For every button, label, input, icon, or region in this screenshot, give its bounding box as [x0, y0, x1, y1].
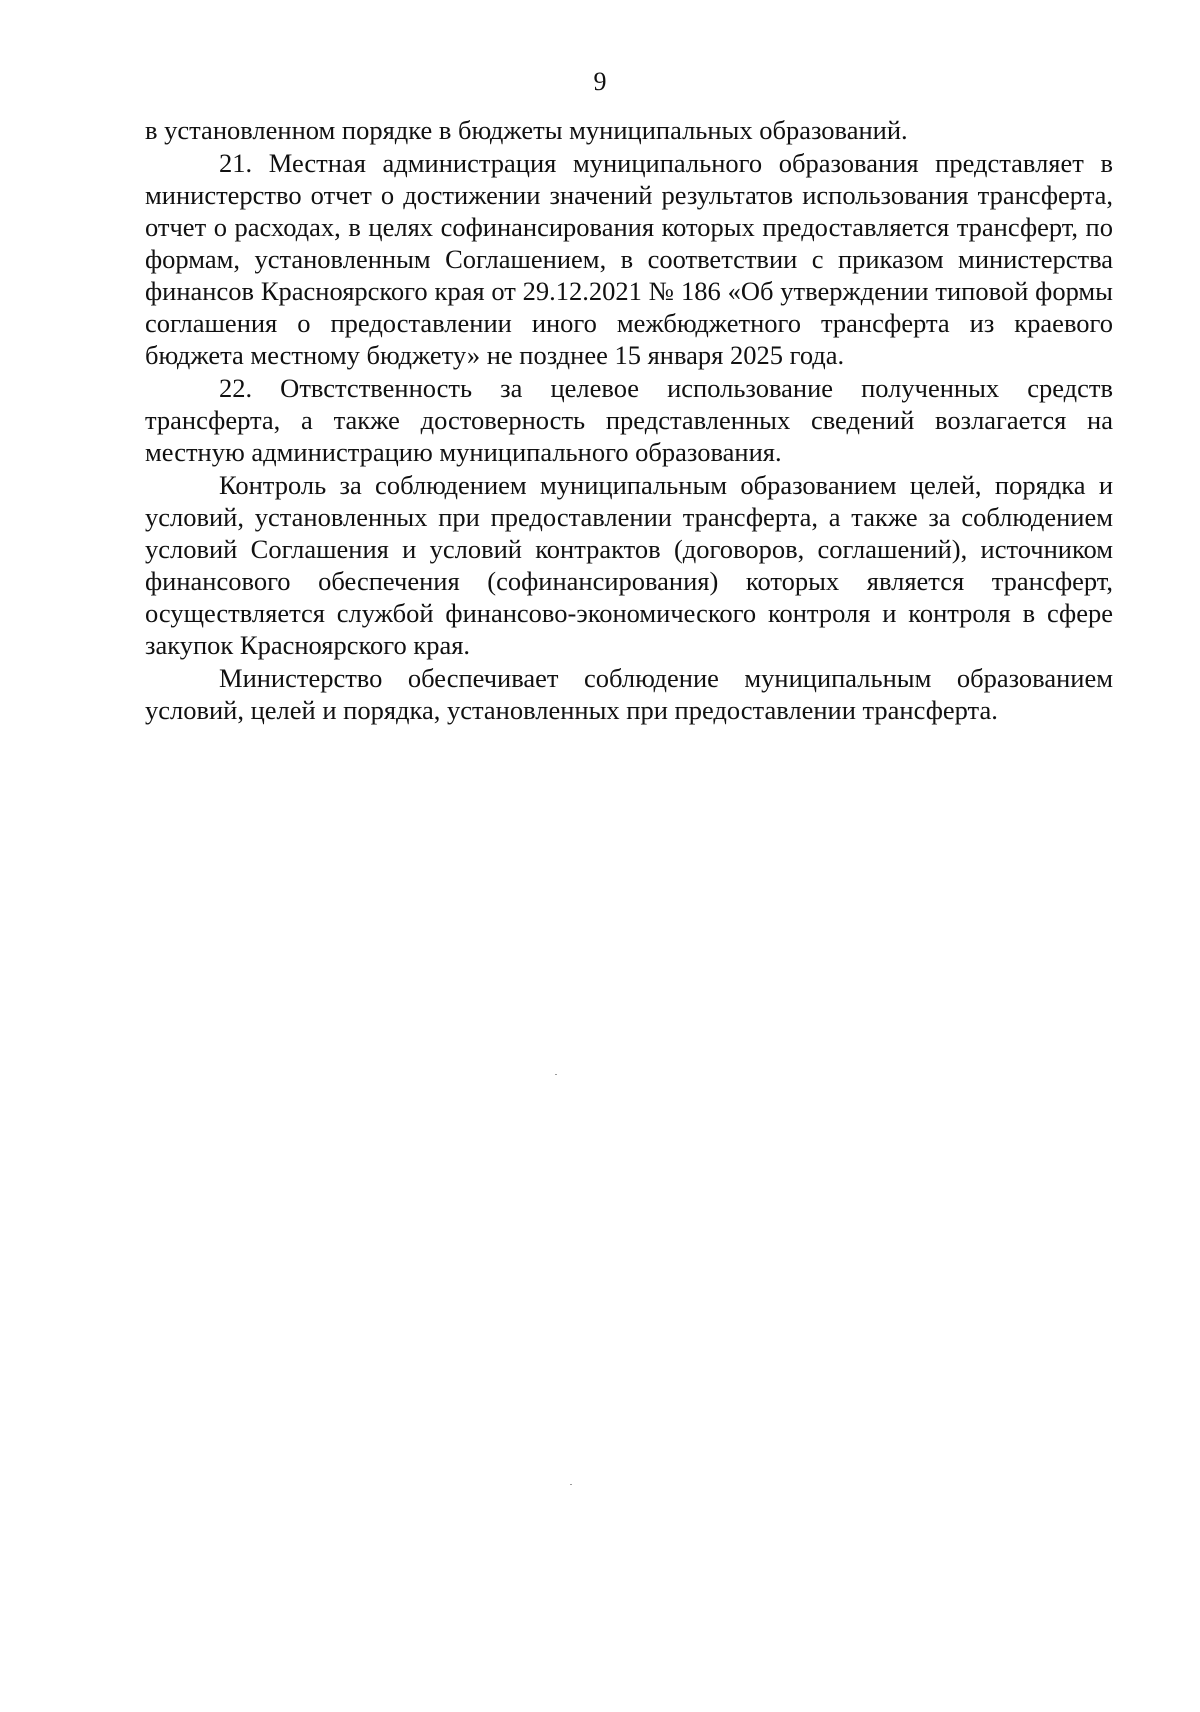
paragraph-22: 22. Отвстственность за целевое использование полученных средств трансферта, а также достоверность представленных сведений возлагается на местную администрацию муниципального образования.: [145, 373, 1113, 467]
page-number: 9: [593, 67, 607, 96]
paragraph-ministry: Министерство обеспечивает соблюдение муниципальным образованием условий, целей и порядка, установленных при предоставлении трансферта.: [145, 663, 1113, 725]
paragraph-control: Контроль за соблюдением муниципальным образованием целей, порядка и условий, установленных при предоставлении трансферта, а также за соблюдением условий Соглашения и условий контрактов (договоров, соглашений), источником финансового обеспечения (софинансирования) которых является трансферт, осуществляется службой финансово-экономического контроля и контроля в сфере закупок Красноярского края.: [145, 470, 1113, 660]
paragraph-continuation: в установленном порядке в бюджеты муниципальных образований.: [145, 115, 908, 145]
document-body: [145, 114, 1113, 726]
scan-artifact-dot: [570, 1484, 572, 1485]
paragraph-21: 21. Местная администрация муниципального образования представляет в министерство отчет о достижении значений результатов использования трансферта, отчет о расходах, в целях софинансирования которых предоставляется трансферт, по формам, установленным Соглашением, в соответствии с приказом министерства финансов Красноярского края от 29.12.2021 № 186 «Об утверждении типовой формы соглашения о предоставлении иного межбюджетного трансферта из краевого бюджета местному бюджету» не позднее 15 января 2025 года.: [145, 148, 1113, 370]
scan-artifact-dot: [555, 1074, 557, 1075]
